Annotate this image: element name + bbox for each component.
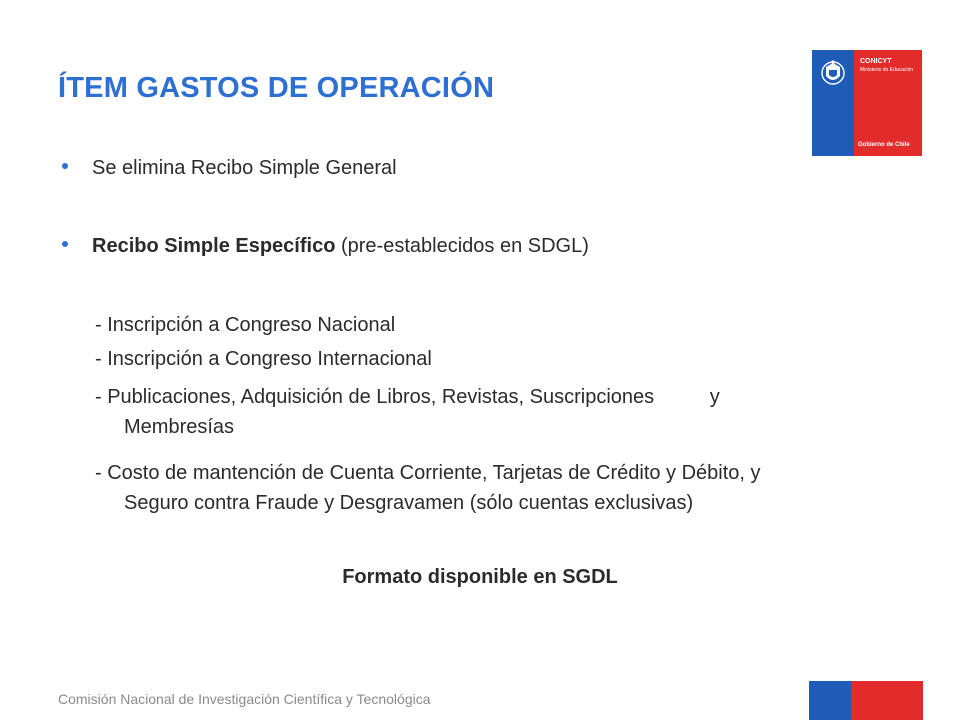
logo-blue-panel [812,50,854,156]
footer-flag-blue [809,681,851,720]
list-item-continuation: Membresías [124,416,235,438]
logo-brand: CONICYT [860,58,892,65]
list-item-text: - Costo de mantención de Cuenta Corriente, Tarjetas de Crédito y Débito, y [95,462,761,484]
slide-title: ÍTEM GASTOS DE OPERACIÓN [58,72,495,104]
conicyt-logo [812,50,922,156]
bullet-rest-text: (pre-establecidos en SDGL) [335,235,589,257]
list-item [95,310,905,340]
footer-flag-logo [809,681,923,720]
list-item [95,344,905,374]
bullet-icon [62,163,68,169]
bullet-item [62,235,589,258]
format-note: Formato disponible en SGDL [342,566,618,588]
coat-of-arms-icon [815,58,852,90]
bullet-item [62,157,397,180]
logo-red-panel [854,50,922,156]
list-item [95,458,905,518]
bullet-text: Se elimina Recibo Simple General [92,157,397,179]
list-item-text: - Inscripción a Congreso Internacional [95,348,432,370]
bullet-icon [62,241,68,247]
list-item-text: - Publicaciones, Adquisición de Libros, Revistas, Suscripciones y [95,386,720,408]
footer-institution: Comisión Nacional de Investigación Científica y Tecnológica [58,691,431,707]
bullet-bold-text: Recibo Simple Específico [92,235,336,257]
list-item-continuation: Seguro contra Fraude y Desgravamen (sólo cuentas exclusivas) [124,492,694,514]
footer-flag-red [851,681,923,720]
list-item [95,382,905,442]
list-item-text: - Inscripción a Congreso Nacional [95,314,396,336]
logo-gobierno: Gobierno de Chile [858,142,910,148]
logo-ministry: Ministerio de Educación [860,67,914,73]
